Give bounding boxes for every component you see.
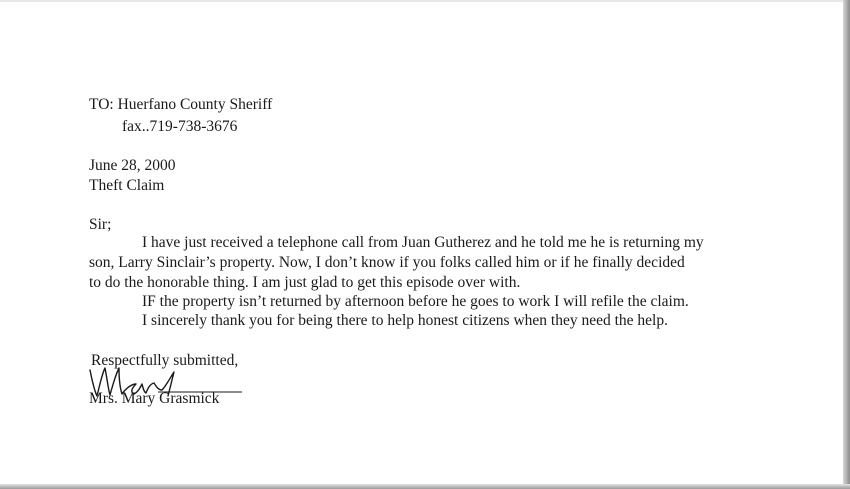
body-paragraph-1-line-1: I have just received a telephone call from Juan Gutherez and he told me he is returning my xyxy=(142,234,704,251)
recipient-line: TO: Huerfano County Sheriff xyxy=(89,96,273,113)
valediction: Respectfully submitted, xyxy=(91,352,239,369)
salutation: Sir; xyxy=(89,216,112,233)
body-paragraph-3: I sincerely thank you for being there to help honest citizens when they need the help. xyxy=(142,312,668,329)
body-paragraph-1-line-3: to do the honorable thing. I am just glad to get this episode over with. xyxy=(89,274,521,291)
fax-number: fax..719-738-3676 xyxy=(122,118,238,135)
letter-date: June 28, 2000 xyxy=(89,157,176,174)
letter-subject: Theft Claim xyxy=(89,177,165,194)
scan-edge-bottom xyxy=(0,484,850,489)
scan-edge-right xyxy=(843,0,850,489)
body-paragraph-2: IF the property isn’t returned by afternoon before he goes to work I will refile the claim. xyxy=(142,293,689,310)
scan-edge-top xyxy=(0,0,850,2)
signer-name: Mrs. Mary Grasmick xyxy=(89,390,220,407)
body-paragraph-1-line-2: son, Larry Sinclair’s property. Now, I don’t know if you folks called him or if he finally decided xyxy=(89,254,685,271)
